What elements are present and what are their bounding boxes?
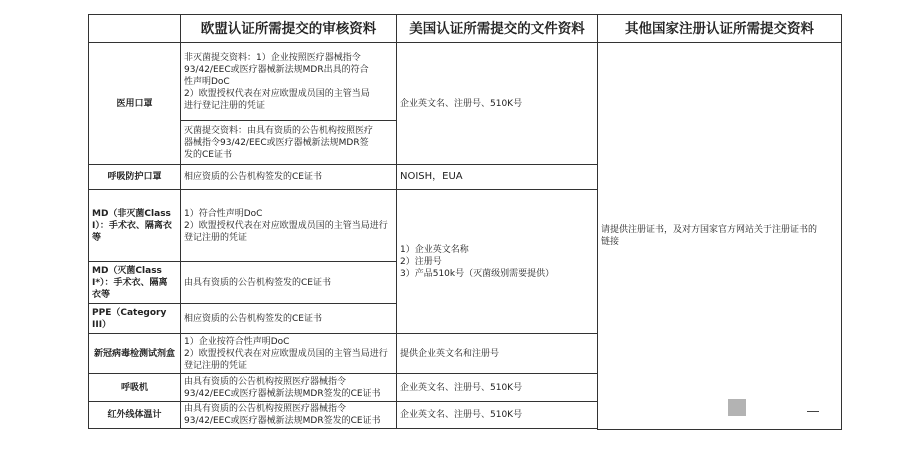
eu-ventilator: 由具有资质的公告机构按照医疗器械指令 93/42/EEC或医疗器械新法规MDR签发的CE证书	[181, 374, 397, 402]
product-ventilator: 呼吸机	[89, 374, 181, 402]
product-md-sterile: MD（灭菌Class I*）：手术衣、隔离 衣等	[89, 262, 181, 304]
dash-mark-decoration	[807, 411, 819, 412]
eu-md-nonsterile: 1）符合性声明DoC 2）欧盟授权代表在对应欧盟成员国的主管当局进行 登记注册的凭证	[181, 190, 397, 262]
us-md-group: 1）企业英文名称 2）注册号 3）产品510k号（灭菌级别需要提供）	[397, 190, 598, 334]
header-us: 美国认证所需提交的文件资料	[397, 15, 598, 43]
product-respirator: 呼吸防护口罩	[89, 165, 181, 190]
eu-thermometer: 由具有资质的公告机构按照医疗器械指令 93/42/EEC或医疗器械新法规MDR签发的CE证书	[181, 402, 397, 429]
other-countries-note: 请提供注册证书，及对方国家官方网站关于注册证书的 链接	[598, 43, 842, 430]
gray-square-decoration	[728, 399, 746, 416]
product-thermometer: 红外线体温计	[89, 402, 181, 429]
certification-table	[88, 14, 842, 430]
eu-md-sterile: 由具有资质的公告机构签发的CE证书	[181, 262, 397, 304]
us-covid-test: 提供企业英文名和注册号	[397, 334, 598, 374]
header-eu: 欧盟认证所需提交的审核资料	[181, 15, 397, 43]
product-covid-test: 新冠病毒检测试剂盒	[89, 334, 181, 374]
us-respirator: NOISH，EUA	[397, 165, 598, 190]
us-ventilator: 企业英文名、注册号、510K号	[397, 374, 598, 402]
eu-mask-sterile: 灭菌提交资料：由具有资质的公告机构按照医疗 器械指令93/42/EEC或医疗器械新法规MDR签 发的CE证书	[181, 121, 397, 165]
us-thermometer: 企业英文名、注册号、510K号	[397, 402, 598, 429]
product-ppe: PPE（Category III）	[89, 304, 181, 334]
product-md-nonsterile: MD（非灭菌Class I）：手术衣、隔离衣 等	[89, 190, 181, 262]
eu-ppe: 相应资质的公告机构签发的CE证书	[181, 304, 397, 334]
eu-mask-nonsterile: 非灭菌提交资料：1）企业按照医疗器械指令 93/42/EEC或医疗器械新法规MDR出具的符合 性声明DoC 2）欧盟授权代表在对应欧盟成员国的主管当局 进行登记注册的凭证	[181, 43, 397, 121]
eu-covid-test: 1）企业按符合性声明DoC 2）欧盟授权代表在对应欧盟成员国的主管当局进行 登记注册的凭证	[181, 334, 397, 374]
table-row	[89, 43, 842, 121]
header-other: 其他国家注册认证所需提交资料	[598, 15, 842, 43]
product-mask: 医用口罩	[89, 43, 181, 165]
eu-respirator: 相应资质的公告机构签发的CE证书	[181, 165, 397, 190]
header-blank	[89, 15, 181, 43]
us-mask: 企业英文名、注册号、510K号	[397, 43, 598, 165]
table-header-row	[89, 15, 842, 43]
